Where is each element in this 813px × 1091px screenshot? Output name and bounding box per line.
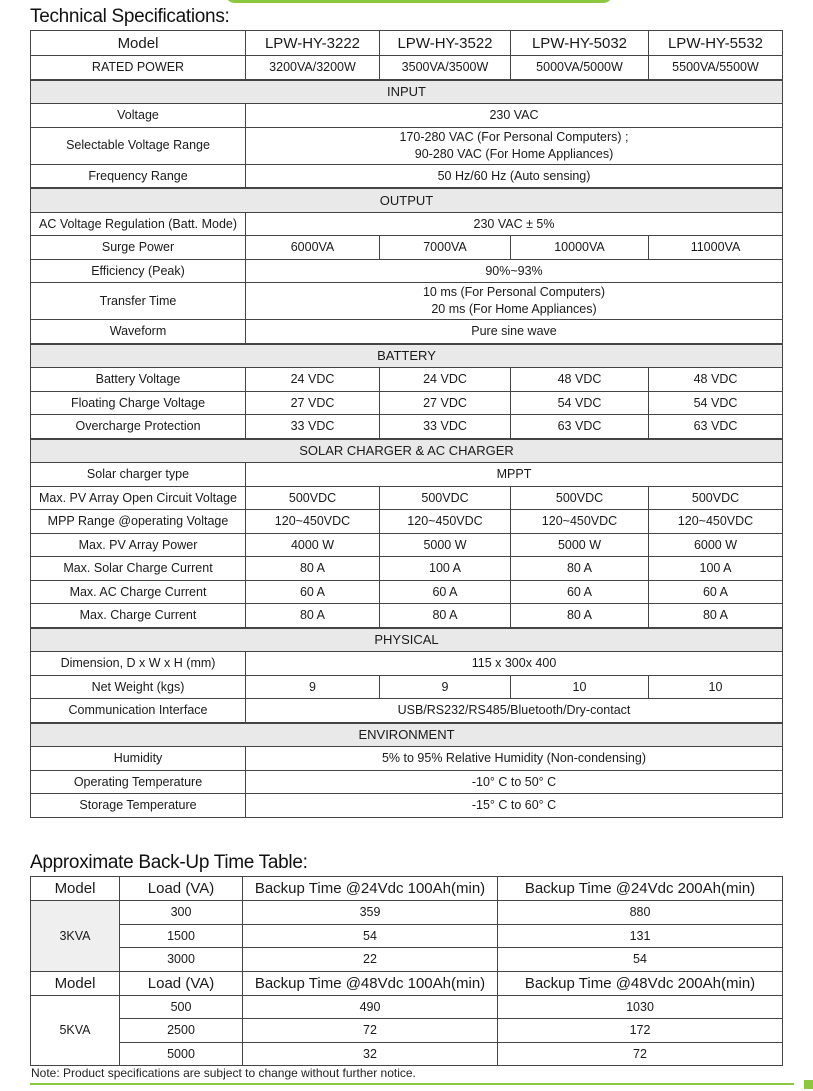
cell: 33 VDC (380, 415, 511, 439)
model-label: Model (31, 31, 246, 56)
cell: MPPT (246, 463, 783, 487)
model-name: LPW-HY-3522 (380, 31, 511, 56)
row-label: Voltage (31, 104, 246, 128)
section-environment (31, 723, 783, 747)
cell: 80 A (511, 557, 649, 581)
load-cell: 5000 (120, 1042, 243, 1066)
header-cell: Model (31, 877, 120, 901)
cell-line: 170-280 VAC (For Personal Computers) ; (399, 129, 629, 144)
cell (246, 127, 783, 164)
section-title: SOLAR CHARGER & AC CHARGER (31, 439, 783, 463)
overcharge-row (31, 415, 783, 439)
surge-power-row (31, 236, 783, 260)
backup-row (31, 995, 783, 1019)
cell: 115 x 300x 400 (246, 652, 783, 676)
load-cell: 3000 (120, 948, 243, 972)
bottom-accent-line (30, 1083, 794, 1085)
cell: 10 (511, 675, 649, 699)
cell: 100 A (380, 557, 511, 581)
cell: Pure sine wave (246, 320, 783, 344)
row-label: MPP Range @operating Voltage (31, 510, 246, 534)
cell: 500VDC (511, 486, 649, 510)
cell: 120~450VDC (511, 510, 649, 534)
frequency-row (31, 164, 783, 188)
storage-temp-row (31, 794, 783, 818)
spec-title: Technical Specifications: (30, 6, 230, 27)
cell: 500VDC (380, 486, 511, 510)
cell: 5000 W (511, 533, 649, 557)
time-cell: 1030 (498, 995, 783, 1019)
backup-row (31, 1042, 783, 1066)
cell: 500VDC (649, 486, 783, 510)
header-cell: Backup Time @24Vdc 200Ah(min) (498, 877, 783, 901)
cell: 5000VA/5000W (511, 56, 649, 80)
cell: 80 A (246, 604, 380, 628)
solar-current-row (31, 557, 783, 581)
time-cell: 72 (243, 1019, 498, 1043)
rated-power-row (31, 56, 783, 80)
cell: 48 VDC (649, 368, 783, 392)
time-cell: 880 (498, 901, 783, 925)
row-label: Battery Voltage (31, 368, 246, 392)
section-battery (31, 344, 783, 368)
row-label: Overcharge Protection (31, 415, 246, 439)
cell-line: 90-280 VAC (For Home Appliances) (414, 146, 614, 161)
row-label: Dimension, D x W x H (mm) (31, 652, 246, 676)
cell: 5500VA/5500W (649, 56, 783, 80)
time-cell: 490 (243, 995, 498, 1019)
comm-row (31, 699, 783, 723)
cell: -10° C to 50° C (246, 770, 783, 794)
selectable-range-row (31, 127, 783, 164)
cell: 54 VDC (649, 391, 783, 415)
footnote: Note: Product specifications are subject to change without further notice. (31, 1066, 416, 1080)
cell: 7000VA (380, 236, 511, 260)
backup-row (31, 924, 783, 948)
cell: 60 A (649, 580, 783, 604)
cell: 24 VDC (246, 368, 380, 392)
model-cell: 3KVA (31, 901, 120, 972)
cell: 11000VA (649, 236, 783, 260)
header-cell: Model (31, 971, 120, 995)
model-name: LPW-HY-3222 (246, 31, 380, 56)
cell: 60 A (511, 580, 649, 604)
backup-header-row (31, 877, 783, 901)
solar-type-row (31, 463, 783, 487)
cell-line: 20 ms (For Home Appliances) (431, 302, 597, 316)
cell: 6000VA (246, 236, 380, 260)
time-cell: 72 (498, 1042, 783, 1066)
cell-line: 10 ms (For Personal Computers) (422, 285, 605, 299)
cell: 9 (246, 675, 380, 699)
cell (246, 283, 783, 320)
charge-current-row (31, 604, 783, 628)
row-label: Selectable Voltage Range (31, 127, 246, 164)
backup-table (30, 876, 783, 1066)
row-label: Net Weight (kgs) (31, 675, 246, 699)
cell: 60 A (246, 580, 380, 604)
section-title: INPUT (31, 80, 783, 104)
row-label: AC Voltage Regulation (Batt. Mode) (31, 212, 246, 236)
cell: 80 A (380, 604, 511, 628)
time-cell: 54 (498, 948, 783, 972)
row-label: Surge Power (31, 236, 246, 260)
row-label: Frequency Range (31, 164, 246, 188)
ac-regulation-row (31, 212, 783, 236)
cell: 27 VDC (246, 391, 380, 415)
cell: 4000 W (246, 533, 380, 557)
cell: 63 VDC (511, 415, 649, 439)
time-cell: 131 (498, 924, 783, 948)
section-title: PHYSICAL (31, 628, 783, 652)
cell: 500VDC (246, 486, 380, 510)
top-accent-bar (225, 0, 613, 3)
row-label: Max. Charge Current (31, 604, 246, 628)
cell: 120~450VDC (649, 510, 783, 534)
load-cell: 2500 (120, 1019, 243, 1043)
cell: 10000VA (511, 236, 649, 260)
mpp-range-row (31, 510, 783, 534)
header-cell: Backup Time @24Vdc 100Ah(min) (243, 877, 498, 901)
cell: 230 VAC ± 5% (246, 212, 783, 236)
row-label: Transfer Time (31, 283, 246, 320)
cell: 33 VDC (246, 415, 380, 439)
cell: 27 VDC (380, 391, 511, 415)
battery-voltage-row (31, 368, 783, 392)
voltage-row (31, 104, 783, 128)
section-title: BATTERY (31, 344, 783, 368)
model-name: LPW-HY-5032 (511, 31, 649, 56)
time-cell: 359 (243, 901, 498, 925)
time-cell: 172 (498, 1019, 783, 1043)
cell: -15° C to 60° C (246, 794, 783, 818)
section-title: OUTPUT (31, 188, 783, 212)
pv-open-voltage-row (31, 486, 783, 510)
load-cell: 1500 (120, 924, 243, 948)
cell: 24 VDC (380, 368, 511, 392)
row-label: RATED POWER (31, 56, 246, 80)
row-label: Solar charger type (31, 463, 246, 487)
ac-current-row (31, 580, 783, 604)
section-input (31, 80, 783, 104)
cell: 54 VDC (511, 391, 649, 415)
operating-temp-row (31, 770, 783, 794)
backup-row (31, 901, 783, 925)
cell: USB/RS232/RS485/Bluetooth/Dry-contact (246, 699, 783, 723)
section-charger (31, 439, 783, 463)
time-cell: 54 (243, 924, 498, 948)
cell: 3500VA/3500W (380, 56, 511, 80)
row-label: Storage Temperature (31, 794, 246, 818)
header-cell: Load (VA) (120, 877, 243, 901)
backup-title: Approximate Back-Up Time Table: (30, 852, 308, 873)
row-label: Max. Solar Charge Current (31, 557, 246, 581)
cell: 5000 W (380, 533, 511, 557)
model-name: LPW-HY-5532 (649, 31, 783, 56)
header-cell: Backup Time @48Vdc 100Ah(min) (243, 971, 498, 995)
cell: 6000 W (649, 533, 783, 557)
row-label: Max. PV Array Power (31, 533, 246, 557)
cell: 9 (380, 675, 511, 699)
cell: 60 A (380, 580, 511, 604)
row-label: Max. AC Charge Current (31, 580, 246, 604)
waveform-row (31, 320, 783, 344)
cell: 120~450VDC (246, 510, 380, 534)
row-label: Efficiency (Peak) (31, 259, 246, 283)
row-label: Operating Temperature (31, 770, 246, 794)
cell: 10 (649, 675, 783, 699)
model-header-row (31, 31, 783, 56)
weight-row (31, 675, 783, 699)
header-cell: Load (VA) (120, 971, 243, 995)
time-cell: 22 (243, 948, 498, 972)
cell: 230 VAC (246, 104, 783, 128)
row-label: Max. PV Array Open Circuit Voltage (31, 486, 246, 510)
cell: 80 A (246, 557, 380, 581)
backup-header-row (31, 971, 783, 995)
spec-table (30, 30, 783, 818)
page-corner-mark (804, 1080, 813, 1089)
cell: 63 VDC (649, 415, 783, 439)
time-cell: 32 (243, 1042, 498, 1066)
row-label: Floating Charge Voltage (31, 391, 246, 415)
humidity-row (31, 747, 783, 771)
cell: 48 VDC (511, 368, 649, 392)
load-cell: 300 (120, 901, 243, 925)
model-cell: 5KVA (31, 995, 120, 1066)
cell: 50 Hz/60 Hz (Auto sensing) (246, 164, 783, 188)
row-label: Communication Interface (31, 699, 246, 723)
pv-power-row (31, 533, 783, 557)
cell: 100 A (649, 557, 783, 581)
cell: 80 A (511, 604, 649, 628)
cell: 90%~93% (246, 259, 783, 283)
section-output (31, 188, 783, 212)
cell: 5% to 95% Relative Humidity (Non-condensing) (246, 747, 783, 771)
section-physical (31, 628, 783, 652)
backup-row (31, 948, 783, 972)
cell: 120~450VDC (380, 510, 511, 534)
transfer-time-row (31, 283, 783, 320)
backup-row (31, 1019, 783, 1043)
section-title: ENVIRONMENT (31, 723, 783, 747)
efficiency-row (31, 259, 783, 283)
header-cell: Backup Time @48Vdc 200Ah(min) (498, 971, 783, 995)
row-label: Waveform (31, 320, 246, 344)
dimension-row (31, 652, 783, 676)
cell: 80 A (649, 604, 783, 628)
load-cell: 500 (120, 995, 243, 1019)
cell: 3200VA/3200W (246, 56, 380, 80)
row-label: Humidity (31, 747, 246, 771)
floating-charge-row (31, 391, 783, 415)
